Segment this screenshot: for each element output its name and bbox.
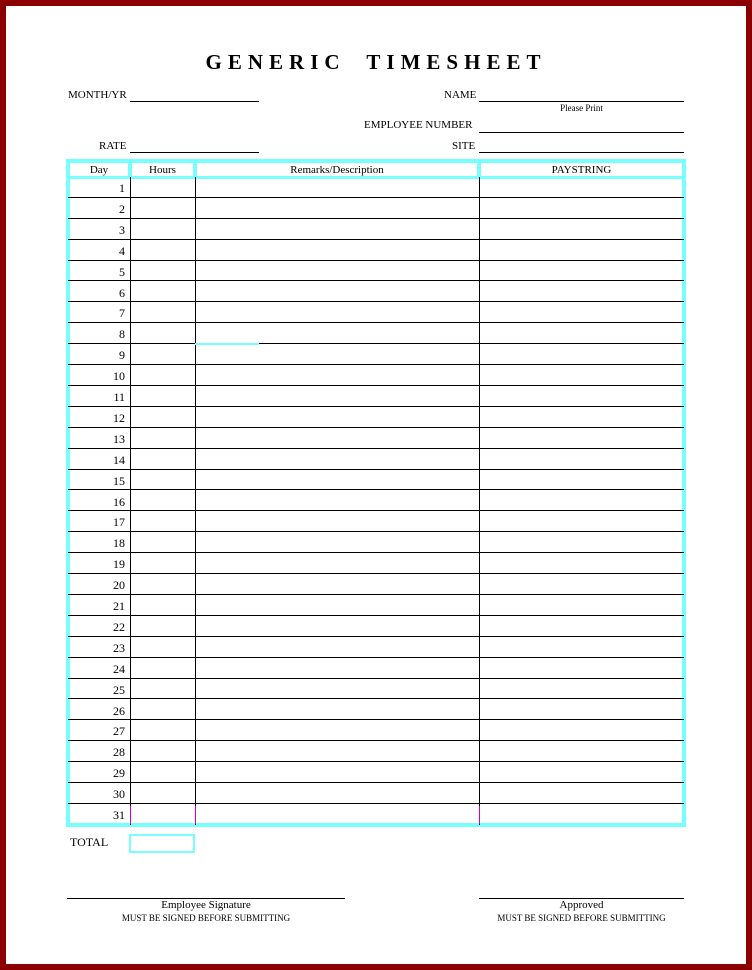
day-number: 18: [113, 536, 125, 551]
table-row[interactable]: [68, 323, 684, 344]
please-print-note: Please Print: [560, 103, 603, 113]
day-number: 28: [113, 745, 125, 760]
day-number: 12: [113, 410, 125, 425]
table-row[interactable]: [68, 449, 684, 470]
cell-highlight: [195, 343, 259, 345]
table-row[interactable]: [68, 177, 684, 198]
table-row[interactable]: [68, 491, 684, 512]
employee-signature-label: Employee Signature: [161, 899, 251, 911]
day-number: 17: [113, 515, 125, 530]
column-divider-remarks: [195, 177, 196, 825]
rate-label: RATE: [99, 140, 127, 152]
day-number: 11: [113, 390, 125, 404]
day-number: 1: [119, 181, 125, 195]
day-number: 29: [113, 766, 125, 781]
table-row[interactable]: [68, 553, 684, 574]
cell-marker: [130, 806, 131, 824]
site-label: SITE: [452, 140, 476, 152]
table-row[interactable]: [68, 219, 684, 240]
day-number: 27: [113, 724, 125, 739]
table-row[interactable]: [68, 386, 684, 407]
header-paystring: PAYSTRING: [479, 161, 684, 178]
header-day: Day: [68, 161, 130, 178]
day-number: 2: [119, 201, 125, 216]
day-number: 31: [113, 808, 125, 822]
day-number: 13: [113, 431, 125, 446]
table-row[interactable]: [68, 532, 684, 553]
name-field[interactable]: [479, 101, 684, 102]
cell-marker: [479, 806, 480, 824]
day-number: 4: [119, 243, 125, 258]
table-row[interactable]: [68, 240, 684, 261]
day-number: 24: [113, 661, 125, 676]
day-number: 16: [113, 494, 125, 509]
table-row[interactable]: [68, 720, 684, 741]
employee-signature-note: MUST BE SIGNED BEFORE SUBMITTING: [121, 913, 291, 923]
day-number: 6: [119, 285, 125, 300]
table-row[interactable]: [68, 302, 684, 323]
day-number: 15: [113, 473, 125, 488]
day-number: 30: [113, 787, 125, 802]
day-number: 20: [113, 578, 125, 593]
header-remarks: Remarks/Description: [195, 161, 479, 178]
table-row[interactable]: [68, 804, 684, 825]
name-label: NAME: [444, 89, 477, 101]
table-row[interactable]: [68, 679, 684, 700]
table-row[interactable]: [68, 595, 684, 616]
column-divider-hours: [130, 177, 131, 825]
table-row[interactable]: [68, 198, 684, 219]
approved-note: MUST BE SIGNED BEFORE SUBMITTING: [497, 913, 666, 923]
day-number: 26: [113, 703, 125, 718]
table-row[interactable]: [68, 282, 684, 303]
table-row[interactable]: [68, 344, 684, 365]
table-row[interactable]: [68, 261, 684, 282]
total-label: TOTAL: [70, 835, 109, 849]
table-row[interactable]: [68, 365, 684, 386]
employee-number-field[interactable]: [479, 132, 684, 133]
table-row[interactable]: [68, 470, 684, 491]
employee-number-label: EMPLOYEE NUMBER: [364, 119, 473, 131]
column-divider-paystring: [479, 177, 480, 825]
cell-marker: [195, 806, 196, 824]
day-number: 21: [113, 599, 125, 613]
day-number: 9: [119, 348, 125, 363]
day-number: 23: [113, 640, 125, 655]
day-number: 3: [119, 222, 125, 237]
table-row[interactable]: [68, 658, 684, 679]
table-row[interactable]: [68, 783, 684, 804]
table-row[interactable]: [68, 741, 684, 762]
day-number: 14: [113, 452, 125, 467]
day-number: 22: [113, 619, 125, 634]
header-hours: Hours: [130, 161, 195, 178]
table-row[interactable]: [68, 511, 684, 532]
table-row[interactable]: [68, 428, 684, 449]
table-row[interactable]: [68, 700, 684, 721]
rate-field[interactable]: [130, 152, 259, 153]
month-yr-label: MONTH/YR: [68, 89, 127, 101]
form-title: GENERIC TIMESHEET: [205, 50, 547, 74]
day-number: 8: [119, 327, 125, 342]
table-row[interactable]: [68, 574, 684, 595]
month-yr-field[interactable]: [130, 101, 259, 102]
table-row[interactable]: [68, 762, 684, 783]
table-row[interactable]: [68, 407, 684, 428]
day-number: 19: [113, 557, 125, 572]
day-number: 10: [113, 369, 125, 384]
approved-label: Approved: [559, 899, 604, 911]
site-field[interactable]: [479, 152, 684, 153]
day-number: 5: [119, 264, 125, 279]
day-number: 25: [113, 682, 125, 697]
day-number: 7: [119, 306, 125, 321]
table-row[interactable]: [68, 616, 684, 637]
total-field[interactable]: [129, 834, 195, 853]
table-row[interactable]: [68, 637, 684, 658]
